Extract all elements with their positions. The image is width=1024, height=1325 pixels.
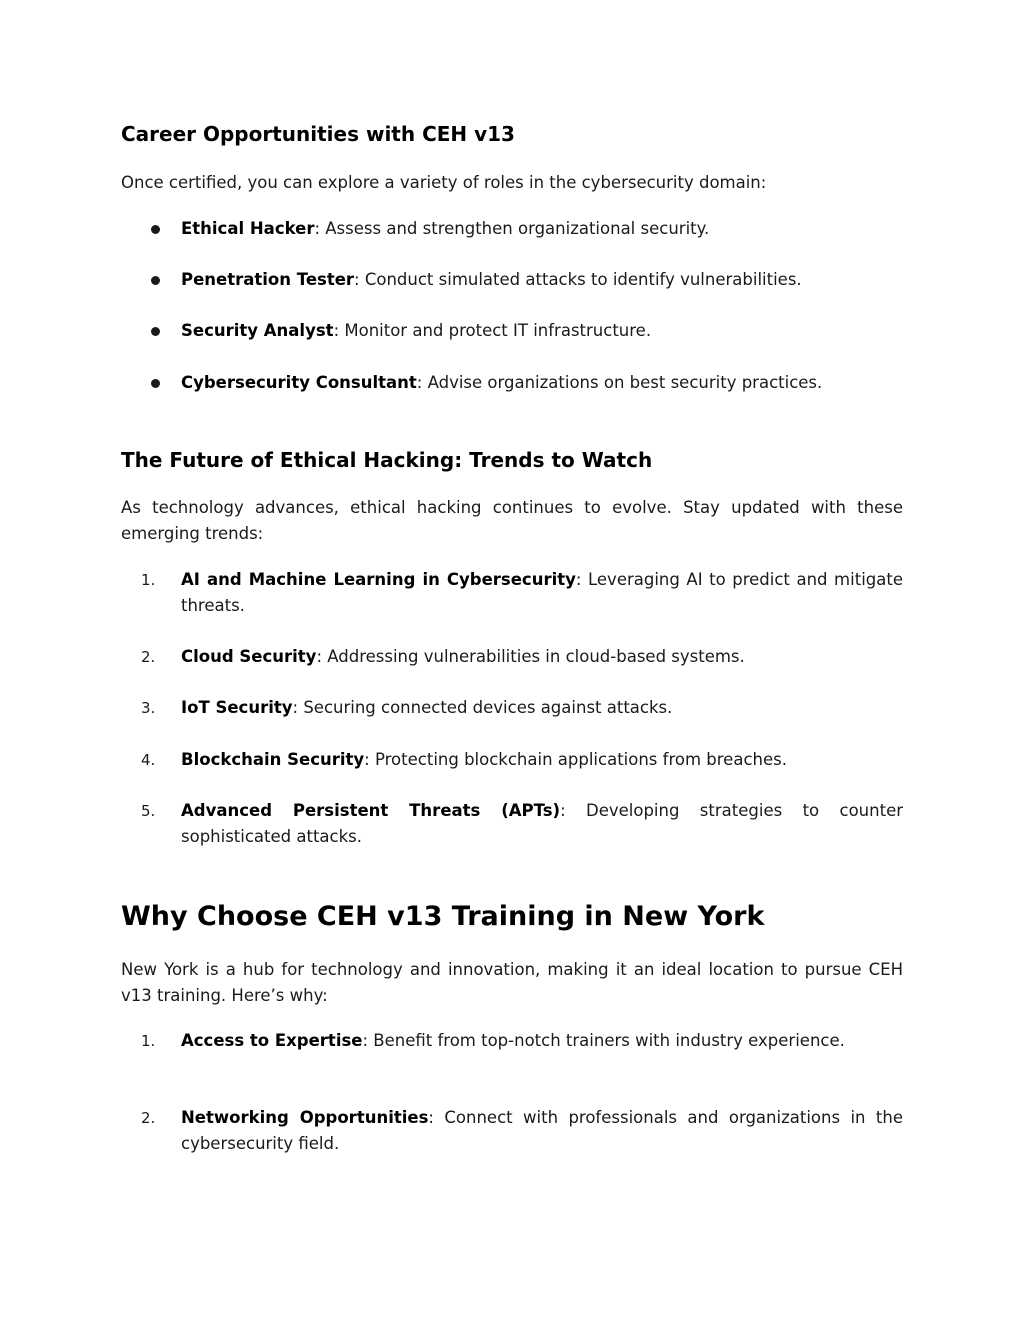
reason-item: [121, 1028, 903, 1054]
trend-desc: : Addressing vulnerabilities in cloud-based systems.: [316, 647, 745, 666]
trend-item: [121, 567, 903, 619]
future-heading: The Future of Ethical Hacking: Trends to Watch: [121, 448, 653, 472]
role-desc: : Conduct simulated attacks to identify vulnerabilities.: [354, 270, 802, 289]
role-term: Cybersecurity Consultant: [181, 373, 417, 392]
trend-desc: : Developing strategies to counter sophisticated attacks.: [181, 801, 903, 846]
trend-desc: : Protecting blockchain applications from breaches.: [364, 750, 787, 769]
career-intro: Once certified, you can explore a variety of roles in the cybersecurity domain:: [121, 173, 767, 192]
bullet-icon: [151, 379, 160, 388]
role-item: [121, 370, 903, 396]
trend-item: [121, 695, 903, 721]
role-desc: : Advise organizations on best security practices.: [416, 373, 823, 392]
trend-item: [121, 644, 903, 670]
reason-desc: : Connect with professionals and organizations in the cybersecurity field.: [181, 1108, 903, 1153]
list-number: 3.: [141, 699, 156, 717]
role-term: Penetration Tester: [181, 270, 355, 289]
future-intro: As technology advances, ethical hacking continues to evolve. Stay updated with these emerging trends:: [121, 498, 903, 543]
trend-desc: : Securing connected devices against attacks.: [292, 698, 673, 717]
bullet-icon: [151, 327, 160, 336]
role-term: Security Analyst: [181, 321, 334, 340]
role-desc: : Assess and strengthen organizational security.: [314, 219, 710, 238]
trend-item: [121, 747, 903, 773]
role-item: [121, 318, 903, 344]
role-item: [121, 267, 903, 293]
reason-item: [121, 1105, 903, 1157]
trend-item: [121, 798, 903, 850]
trend-term: Blockchain Security: [181, 750, 365, 769]
list-number: 5.: [141, 802, 156, 820]
bullet-icon: [151, 276, 160, 285]
why-intro: New York is a hub for technology and innovation, making it an ideal location to pursue CEH v13 training. Here’s why:: [121, 960, 903, 1005]
role-term: Ethical Hacker: [181, 219, 315, 238]
trend-term: Advanced Persistent Threats (APTs): [181, 801, 561, 820]
trend-desc: : Leveraging AI to predict and mitigate threats.: [181, 570, 903, 615]
trend-term: AI and Machine Learning in Cybersecurity: [181, 570, 576, 589]
bullet-icon: [151, 225, 160, 234]
role-item: [121, 216, 903, 242]
list-number: 4.: [141, 751, 156, 769]
role-desc: : Monitor and protect IT infrastructure.: [333, 321, 652, 340]
trend-term: IoT Security: [181, 698, 293, 717]
list-number: 2.: [141, 648, 156, 666]
reason-term: Access to Expertise: [181, 1031, 363, 1050]
trend-term: Cloud Security: [181, 647, 317, 666]
reason-term: Networking Opportunities: [181, 1108, 429, 1127]
reason-desc: : Benefit from top-notch trainers with industry experience.: [362, 1031, 845, 1050]
career-heading: Career Opportunities with CEH v13: [121, 122, 515, 146]
why-heading: Why Choose CEH v13 Training in New York: [121, 901, 765, 932]
list-number: 2.: [141, 1109, 156, 1127]
list-number: 1.: [141, 571, 156, 589]
list-number: 1.: [141, 1032, 156, 1050]
